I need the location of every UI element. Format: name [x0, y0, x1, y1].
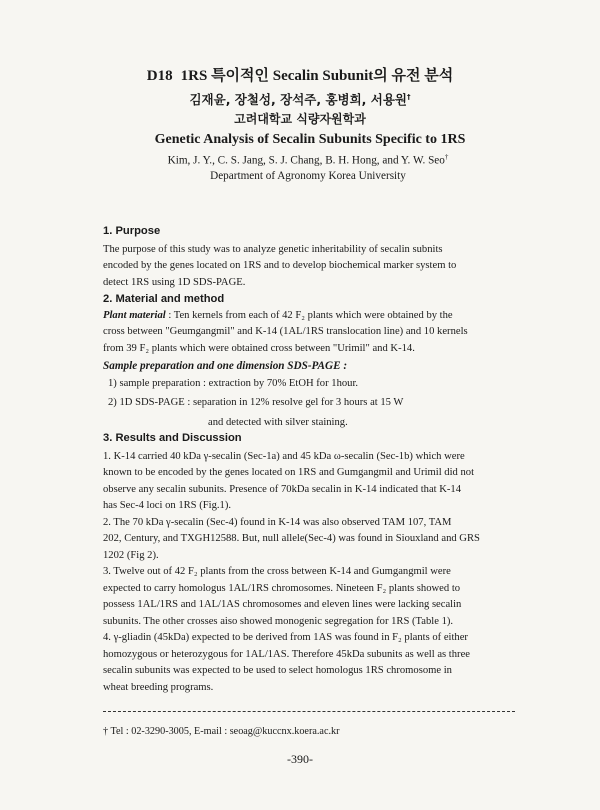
purpose-paragraph: [103, 242, 517, 292]
text-line: encoded by the genes located on 1RS and to develop biochemical marker system to: [103, 260, 457, 271]
text-line: The purpose of this study was to analyze genetic inheritability of secalin subnits: [103, 243, 443, 255]
methods-section: [103, 291, 517, 431]
section-heading-methods: 2. Material and method: [103, 293, 225, 305]
text-line: cross between "Geumgangmil" and K-14 (1AL/1RS translocation line) and 10 kernels: [103, 326, 468, 337]
korean-title-text: 1RS 특이적인 Secalin Subunit의 유전 분석: [180, 68, 454, 84]
dagger-mark: †: [407, 92, 411, 101]
page-number: -390-: [287, 752, 313, 766]
english-title: Genetic Analysis of Secalin Subunits Specific to 1RS: [154, 132, 466, 147]
results-paragraph-3: [103, 564, 517, 630]
abstract-code: D18: [146, 68, 173, 84]
text-line: has Sec-4 loci on 1RS (Fig.1).: [103, 500, 231, 511]
korean-title: [0, 64, 600, 85]
text-fragment: : Ten kernels from each of 42 F₂ plants which were obtained by the: [165, 309, 453, 321]
text-line: 202, Century, and TXGH12588. But, null allele(Sec-4) was found in Siouxland and GRS: [103, 533, 480, 544]
korean-authors-text: 김재윤, 장철성, 장석주, 홍병희, 서용원: [189, 92, 408, 107]
sample-prep-heading-text: Sample preparation and one dimension SDS-PAGE :: [103, 360, 348, 372]
text-line: known to be encoded by the genes located on 1RS and Gumgangmil and Urimil did not: [103, 467, 475, 478]
results-section: [103, 430, 517, 696]
text-line: detect 1RS using 1D SDS-PAGE.: [103, 276, 246, 288]
text-line: 3. Twelve out of 42 F₂ plants from the cross between K-14 and Gumgangmil were: [103, 566, 451, 577]
text-line: 2. The 70 kDa γ-secalin (Sec-4) found in K-14 was also observed TAM 107, TAM: [103, 516, 452, 528]
english-authors: [8, 153, 600, 167]
purpose-section: [103, 223, 517, 291]
korean-authors: [0, 90, 600, 108]
korean-affiliation: 고려대학교 식량자원학과: [234, 112, 366, 126]
step-item: 1) sample preparation : extraction by 70% EtOH for 1hour.: [108, 377, 359, 389]
plant-material-label: Plant material: [103, 309, 166, 321]
text-line: [103, 308, 517, 325]
text-line: 1. K-14 carried 40 kDa γ-secalin (Sec-1a) and 45 kDa ω-secalin (Sec-1b) which were: [103, 450, 465, 462]
english-affiliation: Department of Agronomy Korea University: [210, 170, 406, 182]
results-paragraph-4: [103, 630, 517, 696]
results-paragraph-2: [103, 515, 517, 565]
steps-list: [103, 376, 517, 432]
results-paragraph-1: [103, 449, 517, 515]
text-line: expected to carry homologus 1AL/1RS chromosomes. Nineteen F₂ plants showed to: [103, 582, 461, 594]
english-authors-text: Kim, J. Y., C. S. Jang, S. J. Chang, B. H. Hong, and Y. W. Seo: [167, 154, 445, 167]
text-line: homozygous or heterozygous for 1AL/1AS. Therefore 45kDa subunits as well as three: [103, 648, 470, 660]
footnote-divider: [103, 711, 515, 712]
text-line: wheat breeding programs.: [103, 681, 214, 693]
text-line: possess 1AL/1RS and 1AL/1AS chromosomes and eleven lines were lacking secalin: [103, 599, 462, 610]
text-line: observe any secalin subunits. Presence of 70kDa secalin in K-14 indicated that K-14: [103, 483, 462, 495]
text-line: subunits. The other crosses aiso showed monogenic segregation for 1RS (Table 1).: [103, 615, 454, 627]
step-item-continued: and detected with silver staining.: [208, 416, 348, 428]
text-line: 4. γ-gliadin (45kDa) expected to be derived from 1AS was found in F₂ plants of either: [103, 632, 468, 643]
text-line: 1202 (Fig 2).: [103, 549, 159, 561]
contact-footnote: † Tel : 02-3290-3005, E-mail : seoag@kuccnx.koera.ac.kr: [103, 726, 340, 737]
sample-prep-heading: [103, 358, 517, 376]
text-line: from 39 F₂ plants which were obtained cross between "Urimil" and K-14.: [103, 342, 415, 354]
plant-material-paragraph: [103, 308, 517, 358]
section-heading-purpose: 1. Purpose: [103, 225, 161, 237]
dagger-mark-en: †: [444, 153, 449, 161]
text-line: secalin subunits was expected to be used to select homologus 1RS chromosome in: [103, 665, 452, 676]
step-item: 2) 1D SDS-PAGE : separation in 12% resolve gel for 3 hours at 15 W: [108, 397, 404, 408]
section-heading-results: 3. Results and Discussion: [103, 432, 242, 444]
